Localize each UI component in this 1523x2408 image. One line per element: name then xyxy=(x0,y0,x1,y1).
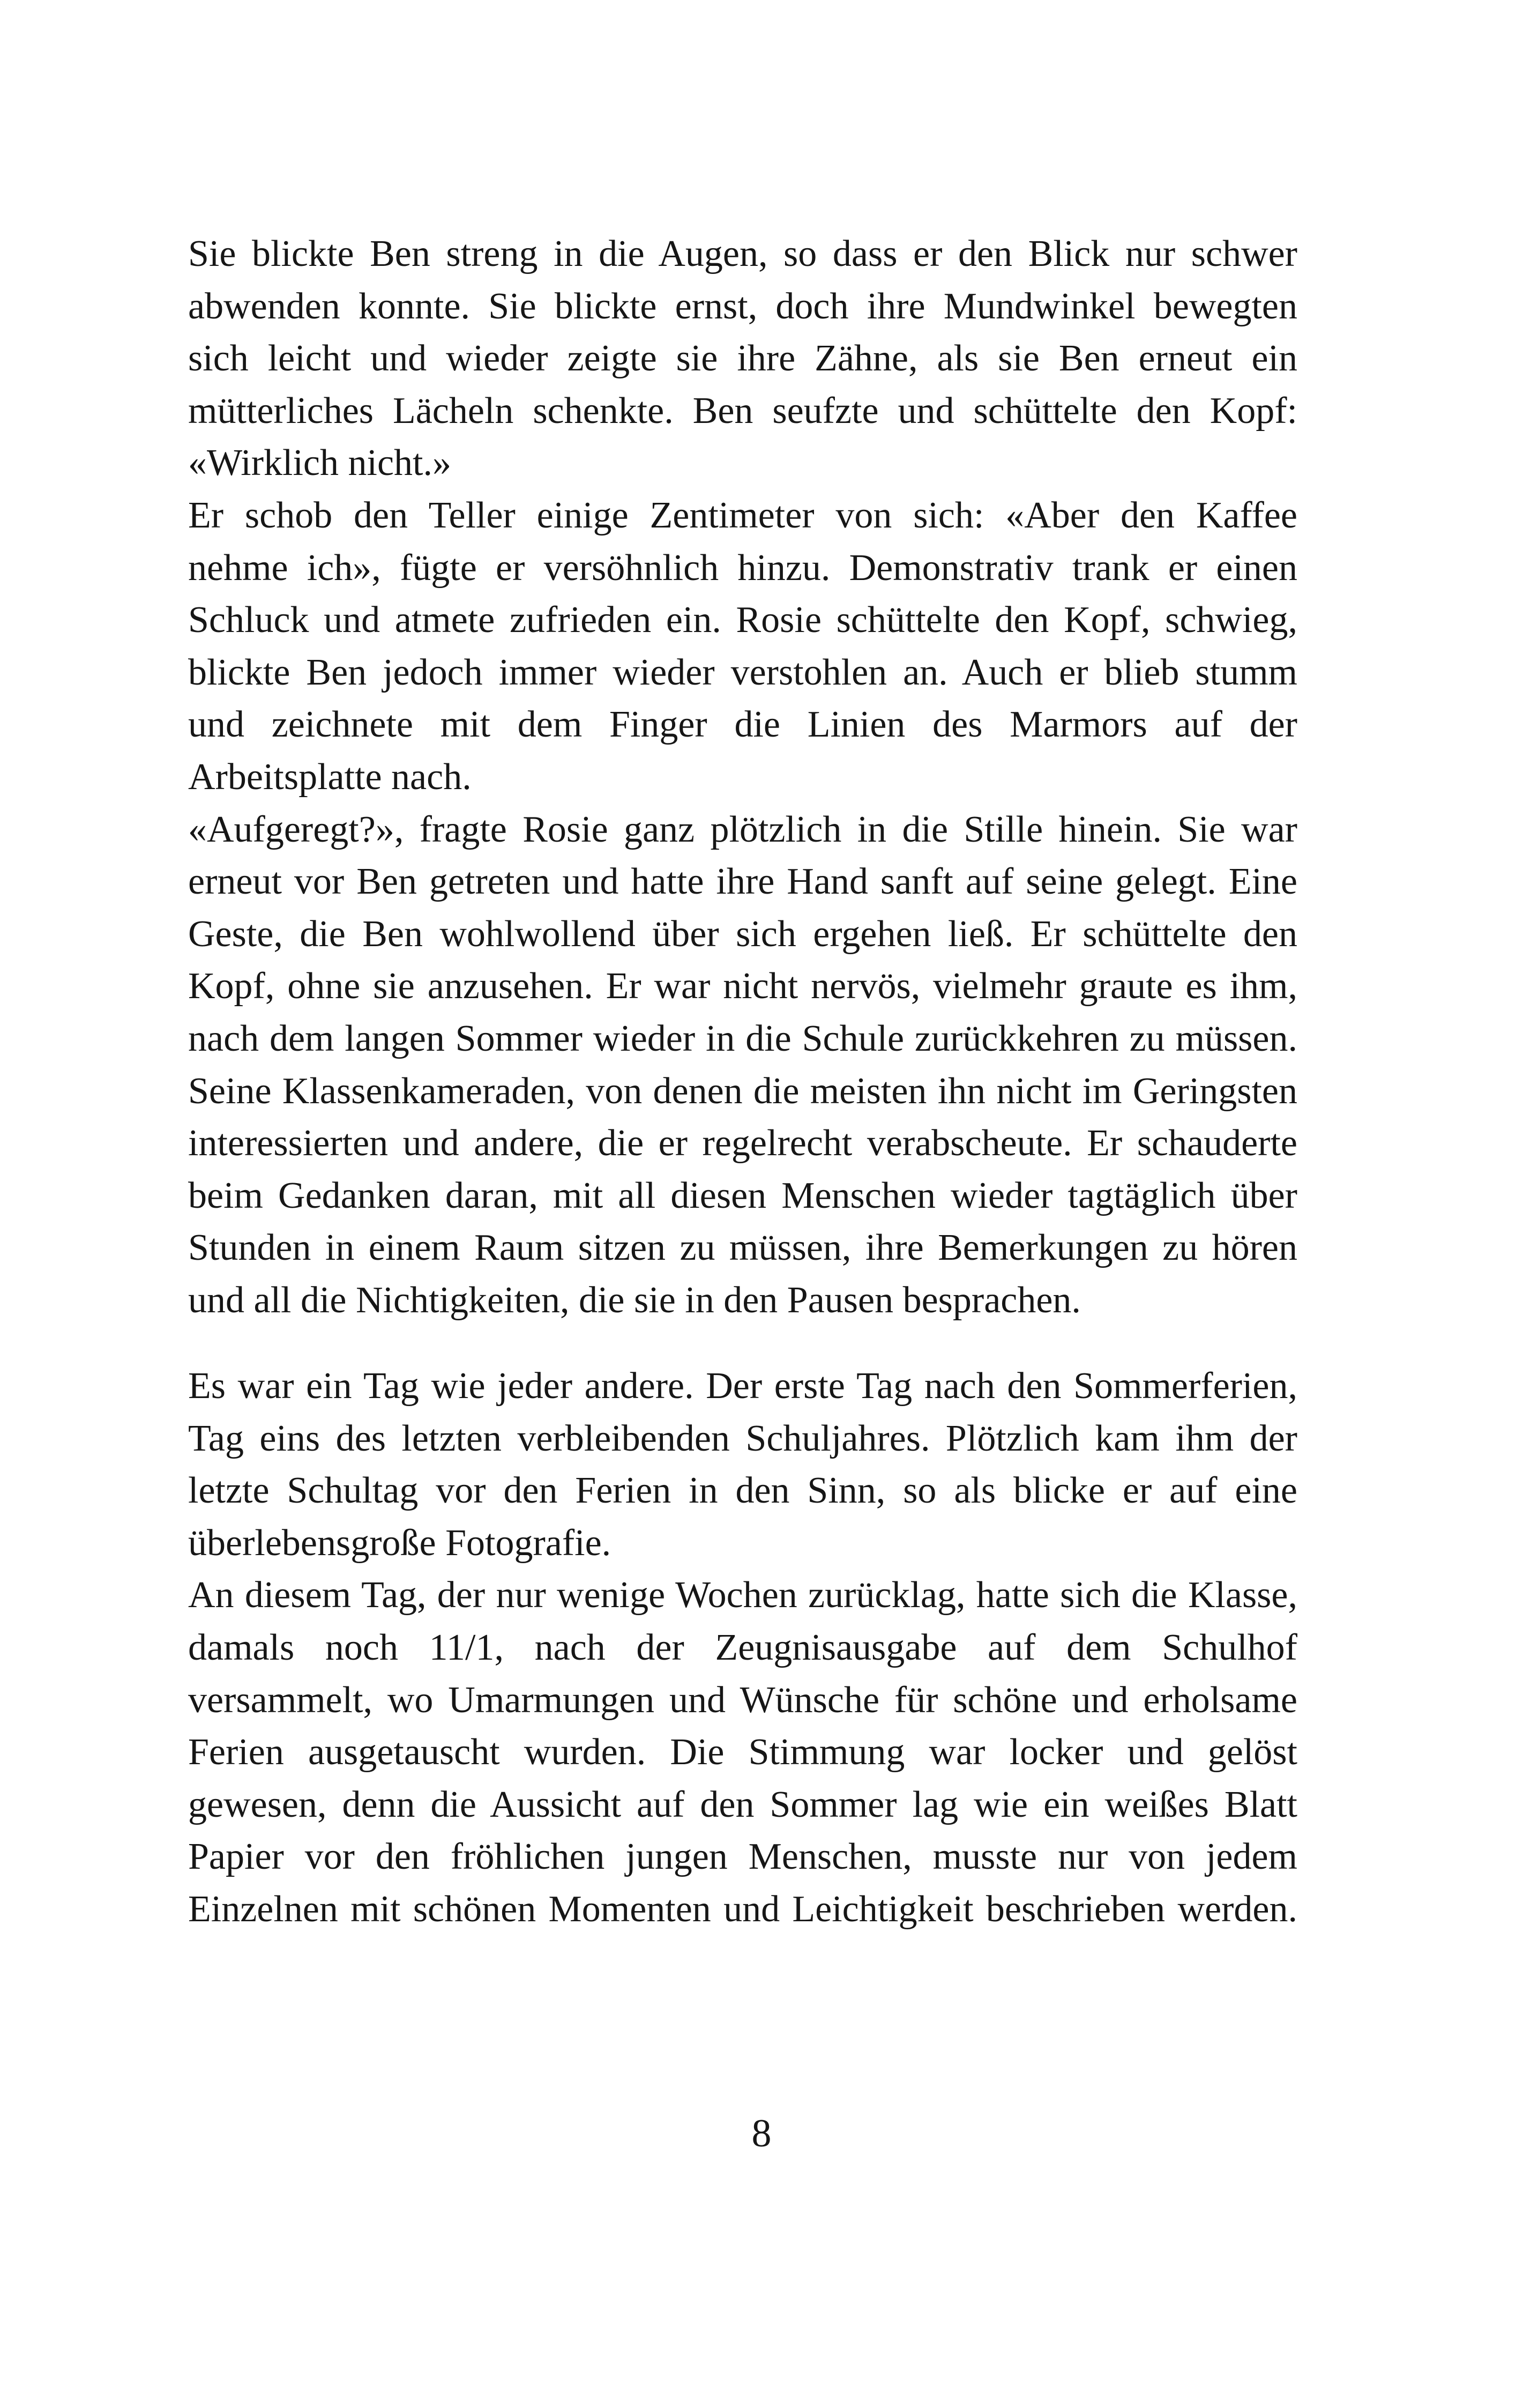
text-line: Geste, die Ben wohlwollend über sich ergehen ließ. Er schüttelte den xyxy=(188,913,1297,955)
text-line: An diesem Tag, der nur wenige Wochen zurücklag, hatte sich die Klasse, xyxy=(188,1574,1297,1616)
text-line: und zeichnete mit dem Finger die Linien des Marmors auf der xyxy=(188,704,1297,746)
text-line: abwenden konnte. Sie blickte ernst, doch ihre Mundwinkel bewegten xyxy=(188,285,1297,327)
text-line: beim Gedanken daran, mit all diesen Menschen wieder tagtäglich über xyxy=(188,1175,1297,1216)
text-line: erneut vor Ben getreten und hatte ihre Hand sanft auf seine gelegt. Eine xyxy=(188,861,1297,903)
text-line: damals noch 11/1, nach der Zeugnisausgabe auf dem Schulhof xyxy=(188,1626,1297,1668)
text-line: Er schob den Teller einige Zentimeter von sich: «Aber den Kaffee xyxy=(188,494,1297,536)
text-line: Stunden in einem Raum sitzen zu müssen, ihre Bemerkungen zu hören xyxy=(188,1227,1297,1269)
text-line: Es war ein Tag wie jeder andere. Der erste Tag nach den Sommerferien, xyxy=(188,1365,1297,1407)
text-line: nehme ich», fügte er versöhnlich hinzu. Demonstrativ trank er einen xyxy=(188,547,1297,589)
text-line: blickte Ben jedoch immer wieder verstohlen an. Auch er blieb stumm xyxy=(188,651,1297,693)
text-line: letzte Schultag vor den Ferien in den Sinn, so als blicke er auf eine xyxy=(188,1470,1297,1512)
text-line: Schluck und atmete zufrieden ein. Rosie schüttelte den Kopf, schwieg, xyxy=(188,599,1297,641)
page-number: 8 xyxy=(751,2112,772,2156)
text-line: Sie blickte Ben streng in die Augen, so dass er den Blick nur schwer xyxy=(188,233,1297,274)
text-line: versammelt, wo Umarmungen und Wünsche für schöne und erholsame xyxy=(188,1679,1297,1721)
paragraph-block-1 xyxy=(188,228,1297,1326)
text-line: Kopf, ohne sie anzusehen. Er war nicht nervös, vielmehr graute es ihm, xyxy=(188,965,1297,1007)
text-line: überlebensgroße Fotografie. xyxy=(188,1522,611,1564)
text-line: nach dem langen Sommer wieder in die Schule zurückkehren zu müssen. xyxy=(188,1017,1297,1059)
text-line: mütterliches Lächeln schenkte. Ben seufzte und schüttelte den Kopf: xyxy=(188,390,1297,432)
text-line: Seine Klassenkameraden, von denen die meisten ihn nicht im Geringsten xyxy=(188,1070,1297,1112)
text-line: und all die Nichtigkeiten, die sie in den Pausen besprachen. xyxy=(188,1279,1081,1321)
text-line: Papier vor den fröhlichen jungen Menschen, musste nur von jedem xyxy=(188,1836,1297,1878)
text-line: Tag eins des letzten verbleibenden Schuljahres. Plötzlich kam ihm der xyxy=(188,1417,1297,1459)
text-line: «Wirklich nicht.» xyxy=(188,442,451,484)
text-line: gewesen, denn die Aussicht auf den Sommer lag wie ein weißes Blatt xyxy=(188,1783,1297,1825)
text-line: Ferien ausgetauscht wurden. Die Stimmung war locker und gelöst xyxy=(188,1731,1297,1773)
text-line: sich leicht und wieder zeigte sie ihre Zähne, als sie Ben erneut ein xyxy=(188,338,1297,380)
text-line: interessierten und andere, die er regelrecht verabscheute. Er schauderte xyxy=(188,1123,1297,1164)
paragraph-block-2 xyxy=(188,1360,1297,1936)
text-line: «Aufgeregt?», fragte Rosie ganz plötzlich in die Stille hinein. Sie war xyxy=(188,808,1297,850)
text-line: Einzelnen mit schönen Momenten und Leichtigkeit beschrieben werden. xyxy=(188,1888,1297,1930)
text-line: Arbeitsplatte nach. xyxy=(188,756,472,798)
